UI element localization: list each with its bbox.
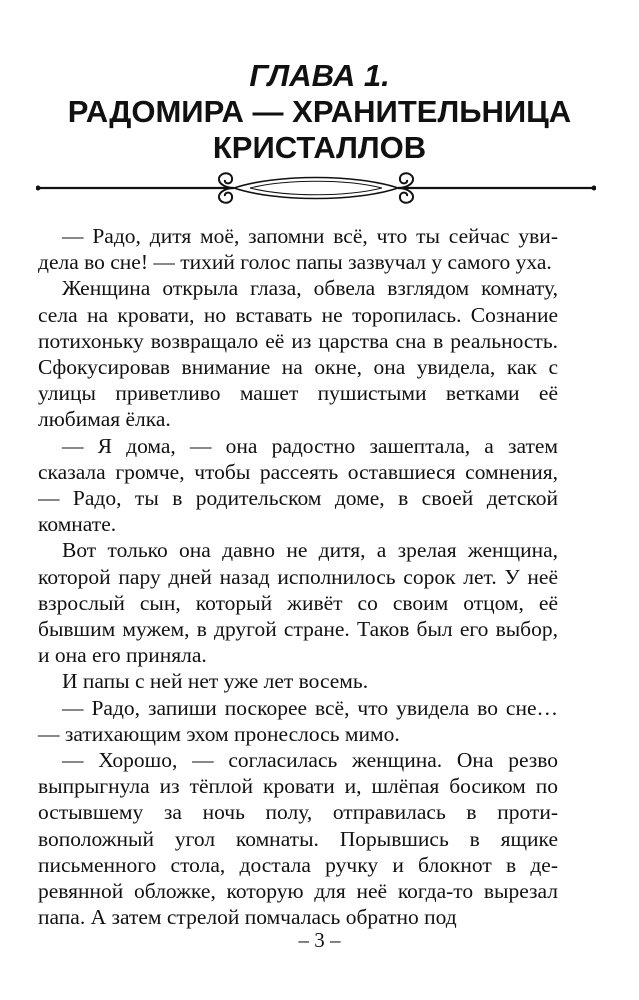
scroll-ornament-icon (36, 168, 596, 208)
page-number: – 3 – (298, 928, 341, 952)
chapter-title-line-1: РАДОМИРА — ХРАНИТЕЛЬНИЦА (67, 94, 572, 129)
paragraph: — Хорошо, — согласилась женщина. Она резво выпрыгнула из тёплой кровати и, шлёпая босиком по остывшему за ночь полу, отправилась в противоположный угол комнаты. Порывшись в ящике письменного стола, достала ручку и блокнот в деревянной обложке, которую для неё когда-то вырезал папа. А затем стрелой помчалась обратно под (38, 748, 558, 930)
paragraph: Вот только она давно не дитя, а зрелая женщина, которой пару дней назад исполнилось сорок лет. У неё взрослый сын, который живёт со своим отцом, её бывшим мужем, в другой стране. Таков был его выбор, и она его приняла. (38, 538, 558, 668)
paragraph: — Я дома, — она радостно зашептала, а затем сказала громче, чтобы рассеять оставшиеся сомнения, — Радо, ты в родительском доме, в своей детской комнате. (38, 433, 558, 537)
paragraph: Женщина открыла глаза, обвела взглядом комнату, села на кровати, но вставать не торопилась. Сознание потихоньку возвращало её из царства сна в реальность. Сфокусировав внимание на окне, она увидела, как с улицы приветливо машет пушистыми ветками её любимая ёлка. (38, 276, 558, 432)
chapter-number: ГЛАВА 1. (249, 58, 390, 93)
paragraph: — Радо, запиши поскорее всё, что увидела во сне… — затихающим эхом пронеслось мимо. (38, 695, 558, 746)
body-text (38, 223, 558, 930)
paragraph: — Радо, дитя моё, запомни всё, что ты сейчас увидела во сне! — тихий голос папы зазвучал у самого уха. (38, 224, 558, 275)
chapter-title-line-2: КРИСТАЛЛОВ (212, 130, 427, 165)
chapter-heading (0, 58, 639, 166)
paragraph: И папы с ней нет уже лет восемь. (62, 669, 369, 694)
